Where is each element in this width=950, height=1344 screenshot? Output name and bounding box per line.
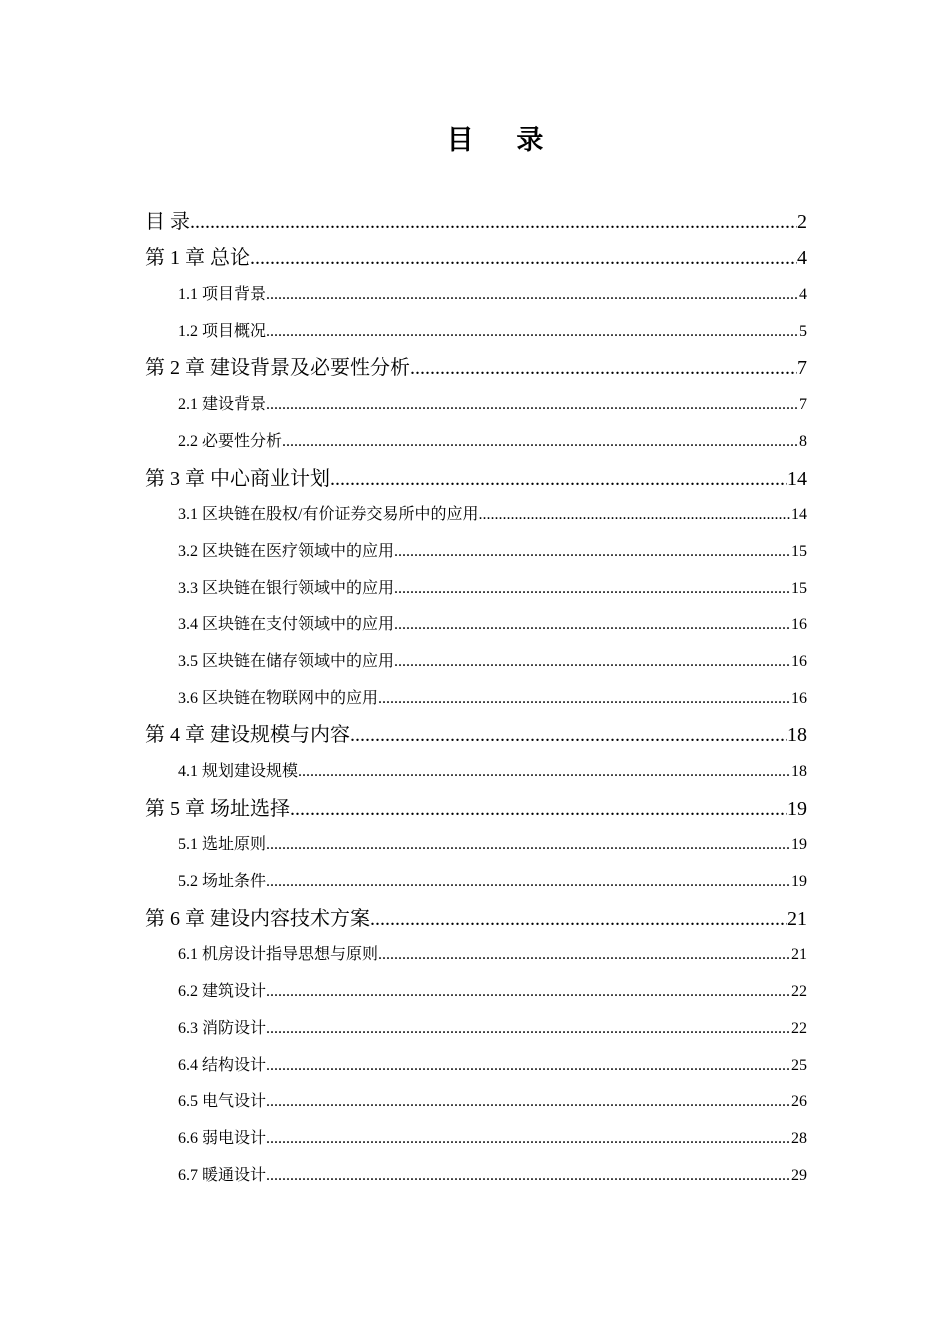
toc-entry-text: 3.5 区块链在储存领域中的应用 <box>178 652 395 670</box>
toc-entry-text: 4.1 规划建设规模 <box>178 763 299 780</box>
toc-dot-leader <box>330 461 787 497</box>
toc-page-number: 7 <box>797 357 807 380</box>
toc-page-number: 26 <box>791 1093 807 1111</box>
toc-entry-text: 第 4 章 建设规模与内容 <box>145 724 350 747</box>
toc-section-entry[interactable] <box>145 386 807 423</box>
toc-page-number: 16 <box>791 689 807 707</box>
toc-entry-text: 第 1 章 总论 <box>145 247 250 270</box>
toc-dot-leader <box>266 1048 791 1084</box>
toc-page-number: 19 <box>791 873 807 891</box>
toc-dot-leader <box>266 1158 791 1194</box>
toc-page-number: 21 <box>787 907 807 930</box>
toc-dot-leader <box>266 1121 791 1157</box>
toc-dot-leader <box>378 937 791 973</box>
toc-dot-leader <box>266 1011 791 1047</box>
toc-entry-text: 6.2 建筑设计 <box>178 983 267 1001</box>
toc-page-number: 14 <box>787 467 807 490</box>
toc-dot-leader <box>378 681 791 717</box>
toc-page-number: 14 <box>791 506 807 524</box>
toc-section-entry[interactable] <box>145 313 807 350</box>
toc-page-number: 16 <box>791 616 807 634</box>
toc-page-number: 8 <box>799 432 807 450</box>
toc-entry-text: 6.7 暖通设计 <box>178 1166 267 1184</box>
toc-entry-text: 目 录 <box>145 210 190 233</box>
toc-section-entry[interactable] <box>145 863 807 900</box>
toc-dot-leader <box>370 901 787 937</box>
toc-entry-text: 2.1 建设背景 <box>178 396 267 414</box>
toc-entry-text: 6.6 弱电设计 <box>178 1129 267 1147</box>
toc-page-number: 19 <box>791 836 807 854</box>
toc-page-number: 18 <box>787 724 807 747</box>
toc-page-number: 29 <box>791 1166 807 1184</box>
toc-dot-leader <box>298 754 791 790</box>
toc-dot-leader <box>394 571 791 607</box>
toc-section-entry[interactable] <box>145 276 807 313</box>
toc-dot-leader <box>266 827 791 863</box>
toc-page-number: 22 <box>791 1019 807 1037</box>
toc-chapter-entry[interactable] <box>145 240 807 277</box>
toc-section-entry[interactable] <box>145 533 807 570</box>
toc-page-number: 7 <box>799 396 807 414</box>
toc-entry-text: 第 2 章 建设背景及必要性分析 <box>145 357 410 380</box>
toc-page-number: 25 <box>791 1056 807 1074</box>
toc-dot-leader <box>394 644 791 680</box>
toc-dot-leader <box>266 1084 791 1120</box>
toc-chapter-entry[interactable] <box>145 203 807 240</box>
toc-entry-text: 3.3 区块链在银行领域中的应用 <box>178 579 395 597</box>
toc-entry-text: 6.5 电气设计 <box>178 1093 267 1111</box>
toc-section-entry[interactable] <box>145 1047 807 1084</box>
toc-chapter-entry[interactable] <box>145 900 807 937</box>
toc-entry-text: 第 6 章 建设内容技术方案 <box>145 907 370 930</box>
toc-section-entry[interactable] <box>145 680 807 717</box>
toc-section-entry[interactable] <box>145 973 807 1010</box>
toc-section-entry[interactable] <box>145 497 807 534</box>
toc-entry-text: 5.1 选址原则 <box>178 836 267 854</box>
toc-section-entry[interactable] <box>145 1157 807 1194</box>
toc-entry-text: 第 5 章 场址选择 <box>145 797 290 820</box>
toc-entry-text: 5.2 场址条件 <box>178 873 267 891</box>
toc-entry-text: 1.2 项目概况 <box>178 322 267 340</box>
toc-entry-text: 6.3 消防设计 <box>178 1019 267 1037</box>
toc-chapter-entry[interactable] <box>145 790 807 827</box>
toc-dot-leader <box>282 424 799 460</box>
toc-dot-leader <box>478 497 791 533</box>
toc-section-entry[interactable] <box>145 423 807 460</box>
toc-page-number: 16 <box>791 652 807 670</box>
toc-section-entry[interactable] <box>145 937 807 974</box>
toc-dot-leader <box>266 387 799 423</box>
toc-dot-leader <box>266 277 799 313</box>
toc-section-entry[interactable] <box>145 607 807 644</box>
toc-section-entry[interactable] <box>145 1010 807 1047</box>
toc-section-entry[interactable] <box>145 1120 807 1157</box>
toc-section-entry[interactable] <box>145 1084 807 1121</box>
table-of-contents <box>145 203 807 1194</box>
toc-dot-leader <box>394 534 791 570</box>
toc-entry-text: 第 3 章 中心商业计划 <box>145 467 330 490</box>
toc-entry-text: 6.1 机房设计指导思想与原则 <box>178 946 379 964</box>
toc-dot-leader <box>290 791 787 827</box>
toc-entry-text: 2.2 必要性分析 <box>178 432 283 450</box>
toc-dot-leader <box>266 864 791 900</box>
toc-page-number: 18 <box>791 763 807 780</box>
toc-entry-text: 3.1 区块链在股权/有价证券交易所中的应用 <box>178 506 479 524</box>
toc-section-entry[interactable] <box>145 570 807 607</box>
toc-heading: 目 录 <box>446 125 562 155</box>
toc-section-entry[interactable] <box>145 753 807 790</box>
toc-section-entry[interactable] <box>145 827 807 864</box>
toc-dot-leader <box>394 607 791 643</box>
toc-chapter-entry[interactable] <box>145 460 807 497</box>
toc-entry-text: 3.2 区块链在医疗领域中的应用 <box>178 542 395 560</box>
toc-entry-text: 3.6 区块链在物联网中的应用 <box>178 689 379 707</box>
toc-page-number: 2 <box>797 210 807 233</box>
toc-page-number: 5 <box>799 322 807 340</box>
toc-page-number: 19 <box>787 797 807 820</box>
toc-entry-text: 1.1 项目背景 <box>178 286 267 304</box>
toc-page-number: 15 <box>791 542 807 560</box>
toc-chapter-entry[interactable] <box>145 717 807 754</box>
toc-dot-leader <box>250 240 797 276</box>
toc-page-number: 15 <box>791 579 807 597</box>
toc-page-number: 4 <box>799 286 807 304</box>
toc-page-number: 28 <box>791 1129 807 1147</box>
toc-chapter-entry[interactable] <box>145 350 807 387</box>
toc-dot-leader <box>410 350 797 386</box>
toc-section-entry[interactable] <box>145 643 807 680</box>
toc-page-number: 21 <box>791 946 807 964</box>
toc-dot-leader <box>190 204 797 240</box>
toc-page-number: 22 <box>791 983 807 1001</box>
toc-page-number: 4 <box>797 247 807 270</box>
toc-entry-text: 3.4 区块链在支付领域中的应用 <box>178 616 395 634</box>
toc-dot-leader <box>266 974 791 1010</box>
toc-dot-leader <box>350 717 787 753</box>
toc-dot-leader <box>266 314 799 350</box>
toc-entry-text: 6.4 结构设计 <box>178 1056 267 1074</box>
